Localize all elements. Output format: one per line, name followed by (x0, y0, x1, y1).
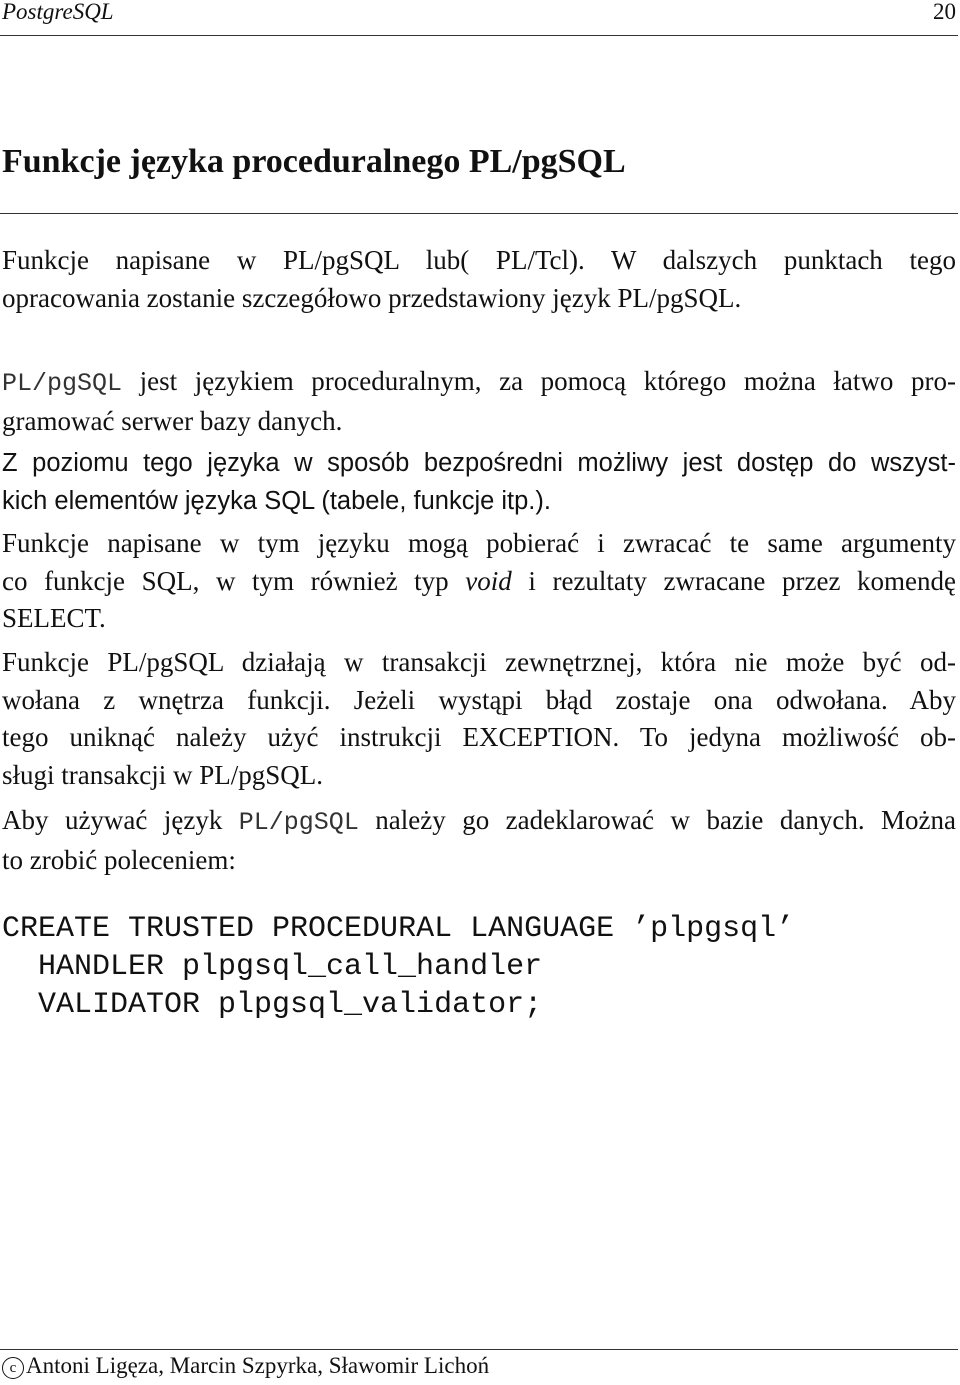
paragraph-text: Aby używać język (2, 805, 239, 835)
paragraph-text: i rezultaty zwracane przez komendę (511, 565, 956, 596)
italic-term: void (465, 565, 512, 596)
paragraph-line: Funkcje napisane w tym języku mogą pobierać i zwracać te same argumenty (2, 528, 956, 558)
code-line: VALIDATOR plpgsql_validator; (38, 988, 543, 1022)
paragraph-line: Funkcje napisane w PL/pgSQL lub( PL/Tcl). W dalszych punktach tego (2, 245, 956, 275)
header-divider (0, 35, 958, 36)
paragraph-line: Funkcje PL/pgSQL działają w transakcji zewnętrznej, która nie może być od- (2, 647, 956, 677)
section-heading: Funkcje języka proceduralnego PL/pgSQL (2, 143, 626, 180)
paragraph-line (2, 563, 956, 601)
footer-authors: Antoni Ligęza, Marcin Szpyrka, Sławomir Lichoń (26, 1353, 490, 1378)
paragraph-arguments (2, 525, 956, 638)
code-line: HANDLER plpgsql_call_handler (38, 950, 543, 984)
heading-divider (0, 213, 958, 214)
paragraph-line (2, 802, 956, 842)
paragraph-transactions (2, 644, 956, 794)
paragraph-definition (2, 363, 956, 440)
paragraph-line: sługi transakcji w PL/pgSQL. (2, 759, 323, 790)
paragraph-line: gramować serwer bazy danych. (2, 405, 343, 436)
copyright-icon: c (2, 1357, 24, 1379)
paragraph-declaration (2, 802, 956, 879)
paragraph-text: co funkcje SQL, w tym również typ (2, 565, 466, 596)
paragraph-line: wołana z wnętrza funkcji. Jeżeli wystąpi błąd zostaje ona odwołana. Aby (2, 684, 956, 715)
header-title: PostgreSQL (2, 0, 114, 24)
inline-code-term: PL/pgSQL (2, 369, 123, 398)
running-header (2, 0, 956, 29)
paragraph-intro (2, 242, 956, 317)
paragraph-line: kich elementów języka SQL (tabele, funkcje itp.). (2, 486, 551, 515)
paragraph-line: to zrobić poleceniem: (2, 844, 236, 875)
paragraph-text: jest językiem proceduralnym, za pomocą którego można łatwo pro- (122, 366, 956, 396)
inline-code-term: PL/pgSQL (238, 808, 359, 837)
code-block (2, 910, 794, 1024)
paragraph-line (2, 363, 956, 403)
paragraph-line: opracowania zostanie szczegółowo przedstawiony język PL/pgSQL. (2, 282, 742, 313)
page-number: 20 (933, 0, 956, 24)
code-line: CREATE TRUSTED PROCEDURAL LANGUAGE ’plpgsql’ (2, 912, 795, 946)
paragraph-text: należy go zadeklarować w bazie danych. Można (358, 805, 957, 835)
footer-divider (0, 1349, 958, 1350)
paragraph-access (2, 445, 956, 520)
copyright-footer (2, 1352, 956, 1380)
paragraph-line: Z poziomu tego języka w sposób bezpośredni możliwy jest dostęp do wszyst- (2, 449, 956, 477)
paragraph-line: SELECT. (2, 603, 106, 633)
paragraph-line: tego uniknąć należy użyć instrukcji EXCEPTION. To jedyna możliwość ob- (2, 722, 956, 752)
